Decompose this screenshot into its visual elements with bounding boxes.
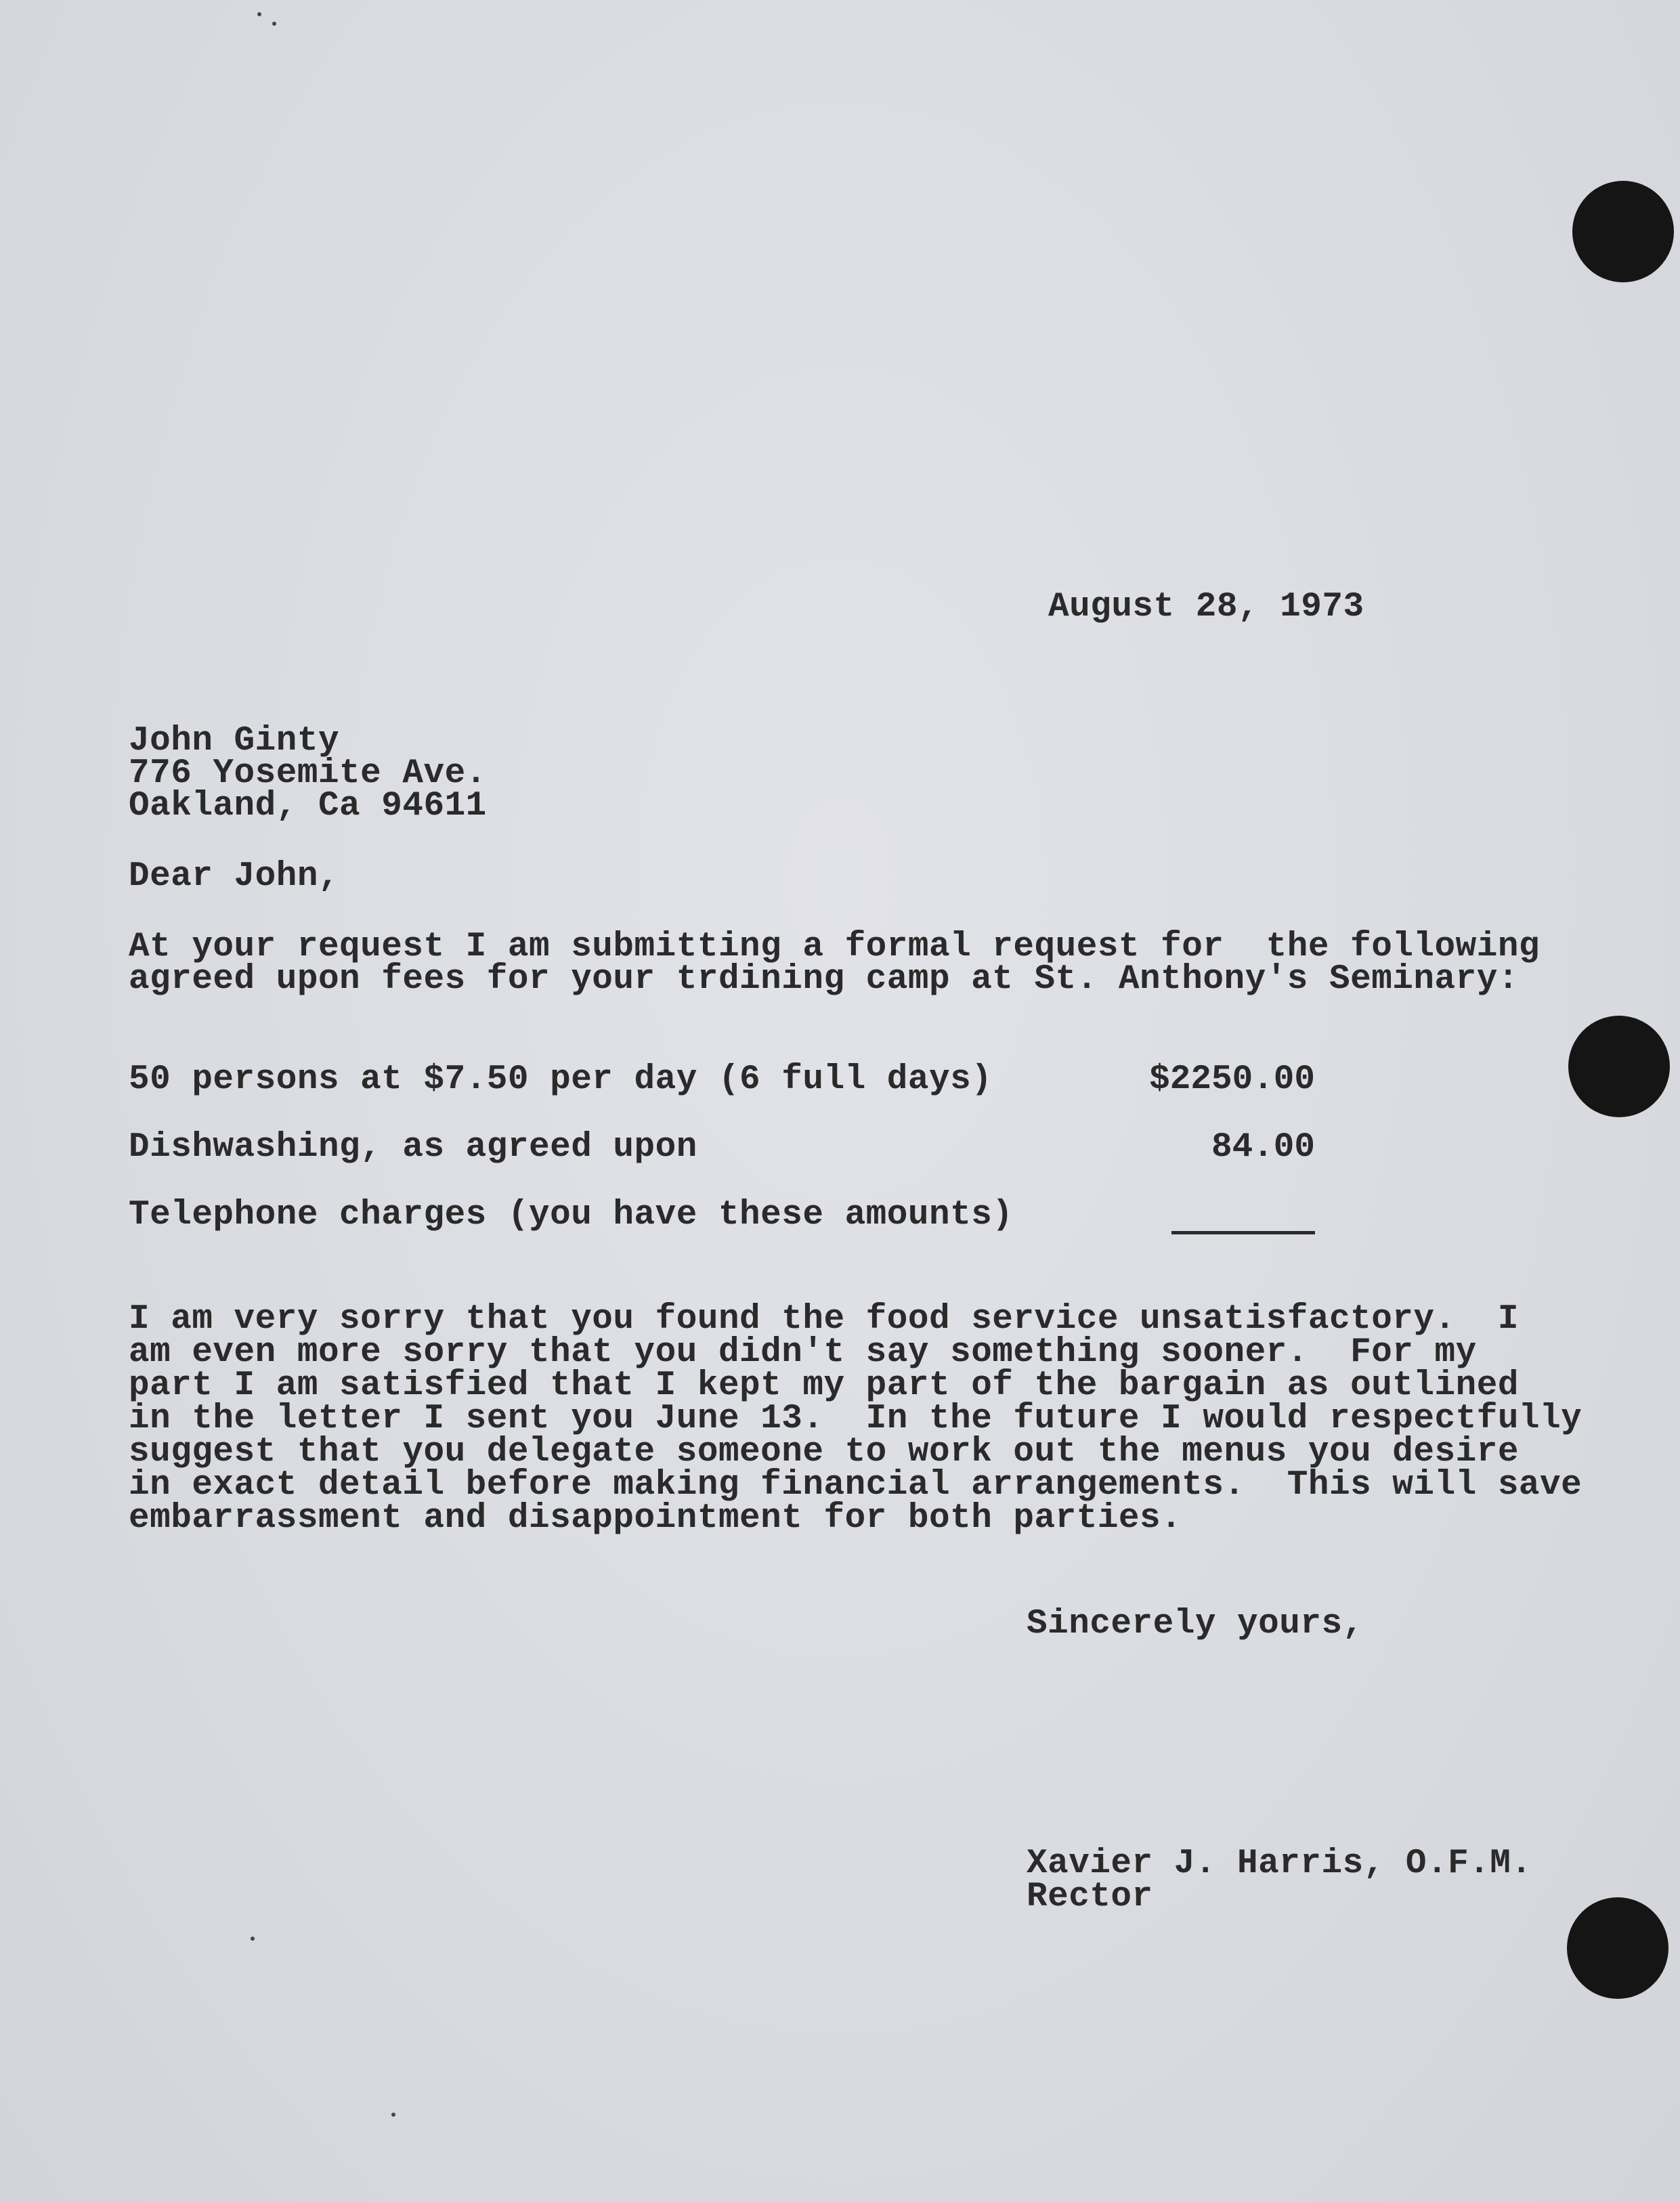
punch-hole — [1568, 1016, 1670, 1117]
recipient-name: John Ginty — [129, 722, 340, 760]
signer-title: Rector — [1027, 1878, 1153, 1916]
paper-speck — [272, 22, 276, 26]
body-line: suggest that you delegate someone to work out the menus you desire — [129, 1433, 1519, 1471]
fee-amount: 84.00 — [1211, 1128, 1315, 1167]
closing: Sincerely yours, — [1027, 1605, 1364, 1643]
paper-speck — [257, 12, 261, 16]
body-line: in exact detail before making financial arrangements. This will save — [129, 1466, 1582, 1505]
body-line: I am very sorry that you found the food service unsatisfactory. I — [129, 1300, 1519, 1339]
letter-date: August 28, 1973 — [1048, 588, 1364, 626]
paper-speck — [251, 1937, 255, 1941]
punch-hole — [1567, 1897, 1668, 1999]
fee-amount: $2250.00 — [1149, 1060, 1315, 1099]
paper-speck — [391, 2113, 395, 2117]
salutation: Dear John, — [129, 857, 340, 896]
amount-blank-line — [1171, 1231, 1315, 1234]
fee-label: 50 persons at $7.50 per day (6 full days) — [129, 1060, 993, 1099]
fee-label: Dishwashing, as agreed upon — [129, 1128, 697, 1167]
intro-line: At your request I am submitting a formal request for the following — [129, 928, 1541, 966]
punch-hole — [1572, 181, 1674, 282]
body-line: embarrassment and disappointment for both parties. — [129, 1499, 1182, 1538]
recipient-street: 776 Yosemite Ave. — [129, 754, 487, 793]
fee-label: Telephone charges (you have these amounts) — [129, 1196, 1014, 1234]
signer-name: Xavier J. Harris, O.F.M. — [1027, 1844, 1532, 1883]
recipient-city: Oakland, Ca 94611 — [129, 787, 487, 825]
intro-line: agreed upon fees for your trdining camp at St. Anthony's Seminary: — [129, 960, 1519, 999]
body-line: in the letter I sent you June 13. In the future I would respectfully — [129, 1400, 1582, 1438]
body-line: am even more sorry that you didn't say something sooner. For my — [129, 1333, 1477, 1372]
body-line: part I am satisfied that I kept my part of the bargain as outlined — [129, 1366, 1519, 1405]
